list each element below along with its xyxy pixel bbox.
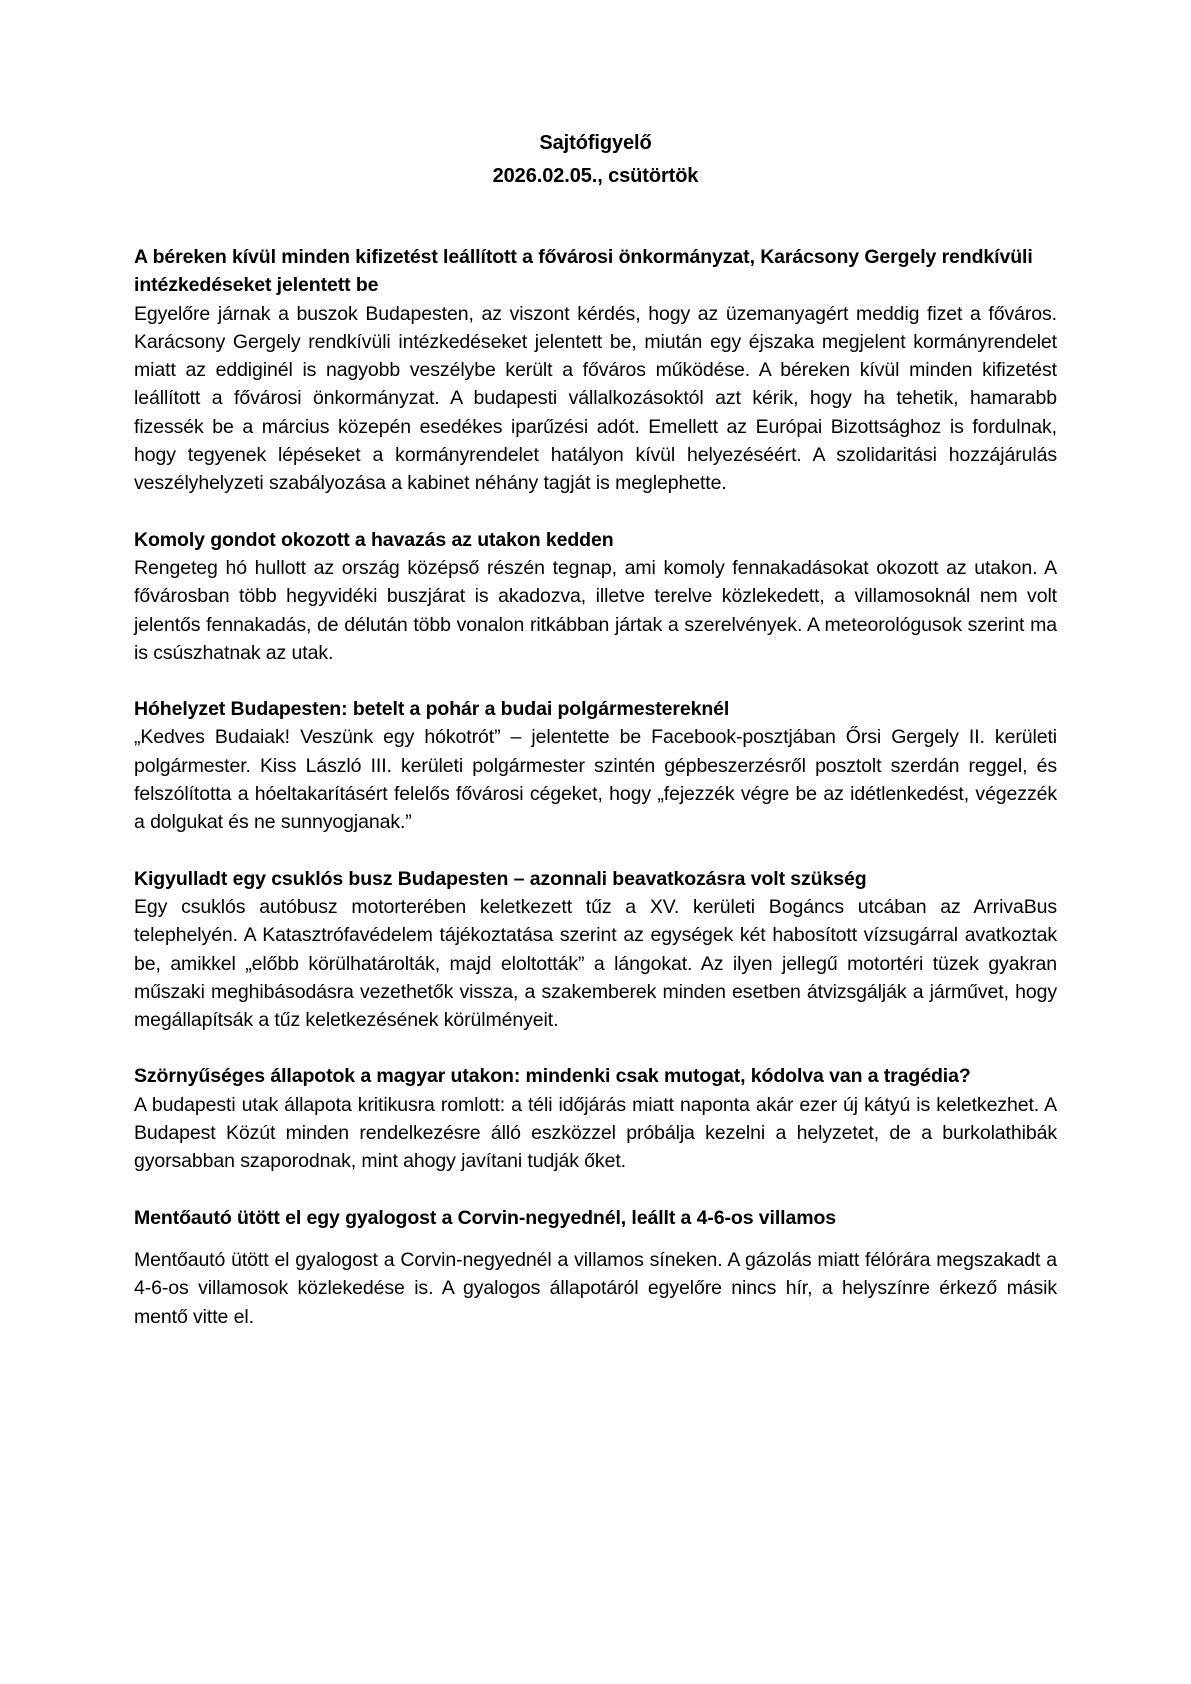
section-heading: Kigyulladt egy csuklós busz Budapesten – azonnali beavatkozásra volt szükség (134, 867, 867, 890)
section-paragraph: Egy csuklós autóbusz motorterében keletkezett tűz a XV. kerületi Bogáncs utcában az ArrivaBus telephelyén. A Katasztrófavédelem tájékoztatása szerint az egységek két habosított vízsugárral avatkoztak be, amikkel „előbb körülhatárolták, majd eloltották” a lángokat. Az ilyen jellegű motortéri tüzek gyakran műszaki meghibásodásra vezethetők vissza, a szakemberek minden esetben átvizsgálják a járművet, hogy megállapítsák a tűz keletkezésének körülményeit. (134, 895, 1057, 1032)
section-paragraph: Rengeteg hó hullott az ország középső részén tegnap, ami komoly fennakadásokat okozott az utakon. A fővárosban több hegyvidéki buszjárat is akadozva, illetve terelve közlekedett, a villamosoknál nem volt jelentős fennakadás, de délután több vonalon ritkábban jártak a szerelvények. A meteorológusok szerint ma is csúszhatnak az utak. (134, 556, 1057, 664)
news-section-road-conditions (134, 1062, 1057, 1175)
section-paragraph: Egyelőre járnak a buszok Budapesten, az viszont kérdés, hogy az üzemanyagért meddig fizet a főváros. Karácsony Gergely rendkívüli intézkedéseket jelentett be, miután egy éjszaka megjelent kormányrendelet miatt az eddiginél is nagyobb veszélybe került a főváros működése. A béreken kívül minden kifizetést leállított a fővárosi önkormányzat. A budapesti vállalkozásoktól azt kérik, hogy ha tehetik, hamarabb fizessék be a március közepén esedékes iparűzési adót. Emellett az Európai Bizottsághoz is fordulnak, hogy tegyenek lépéseket a kormányrendelet hatályon kívül helyezéséért. A szolidaritási hozzájárulás veszélyhelyzeti szabályozása a kabinet néhány tagját is meglephette. (134, 302, 1057, 495)
section-heading: A béreken kívül minden kifizetést leállított a fővárosi önkormányzat, Karácsony Gergely rendkívüli intézkedéseket jelentett be (134, 246, 1033, 297)
news-section-snow-trouble (134, 526, 1057, 667)
news-section-snow-mayors (134, 695, 1057, 836)
document-title: Sajtófigyelő (539, 132, 652, 154)
section-paragraph: „Kedves Budaiak! Veszünk egy hókotrót” – jelentette be Facebook-posztjában Őrsi Gergely II. kerületi polgármester. Kiss László III. kerületi polgármester szintén gépbeszerzésről posztolt szerdán reggel, és felszólította a hóeltakarításért felelős fővárosi cégeket, hogy „fejezzék végre be az idétlenkedést, végezzék a dolgukat és ne sunnyogjanak.” (134, 726, 1057, 834)
document-body (134, 243, 1057, 1331)
news-section-ambulance-accident (134, 1204, 1057, 1331)
news-section-bus-fire (134, 865, 1057, 1035)
section-paragraph: A budapesti utak állapota kritikusra romlott: a téli időjárás miatt naponta akár ezer új kátyú is keletkezhet. A Budapest Közút minden rendelkezésre álló eszközzel próbálja kezelni a helyzetet, de a burkolathibák gyorsabban szaporodnak, mint ahogy javítani tudják őket. (134, 1093, 1057, 1173)
section-heading: Szörnyűséges állapotok a magyar utakon: mindenki csak mutogat, kódolva van a tragédia? (134, 1065, 971, 1088)
section-heading: Hóhelyzet Budapesten: betelt a pohár a budai polgármestereknél (134, 698, 730, 721)
document-header (134, 127, 1057, 193)
document-date: 2026.02.05., csütörtök (492, 165, 699, 187)
news-section-payments-halted (134, 243, 1057, 498)
section-heading: Mentőautó ütött el egy gyalogost a Corvin-negyednél, leállt a 4-6-os villamos (134, 1206, 837, 1229)
section-heading: Komoly gondot okozott a havazás az utakon kedden (134, 528, 614, 551)
section-paragraph: Mentőautó ütött el gyalogost a Corvin-negyednél a villamos síneken. A gázolás miatt félórára megszakadt a 4-6-os villamosok közlekedése is. A gyalogos állapotáról egyelőre nincs hír, a helyszínre érkező másik mentő vitte el. (134, 1248, 1057, 1328)
